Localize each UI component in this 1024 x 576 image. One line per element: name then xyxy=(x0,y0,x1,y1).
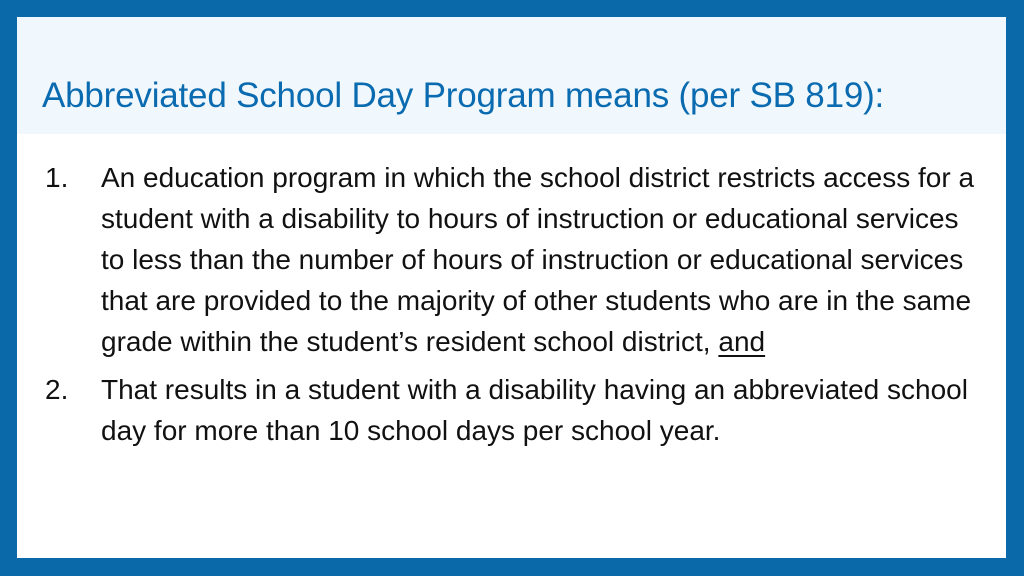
definition-list xyxy=(45,157,975,458)
list-number: 2. xyxy=(45,374,69,405)
list-item xyxy=(45,369,975,451)
list-item xyxy=(45,157,975,362)
underlined-and: and xyxy=(718,326,766,357)
slide-title: Abbreviated School Day Program means (per SB 819): xyxy=(42,76,885,115)
list-text-body: An education program in which the school district restricts access for a student with a disability to hours of instruction or educational services to less than the number of hours of instruction or educational services that are provided to the majority of other students who are in the same grade within the student’s resident school district, xyxy=(101,162,975,357)
title-band xyxy=(17,17,1006,134)
list-text xyxy=(101,157,975,362)
list-text: That results in a student with a disability having an abbreviated school day for more than 10 school days per school year. xyxy=(101,374,968,446)
slide xyxy=(17,17,1006,558)
list-number: 1. xyxy=(45,162,69,193)
